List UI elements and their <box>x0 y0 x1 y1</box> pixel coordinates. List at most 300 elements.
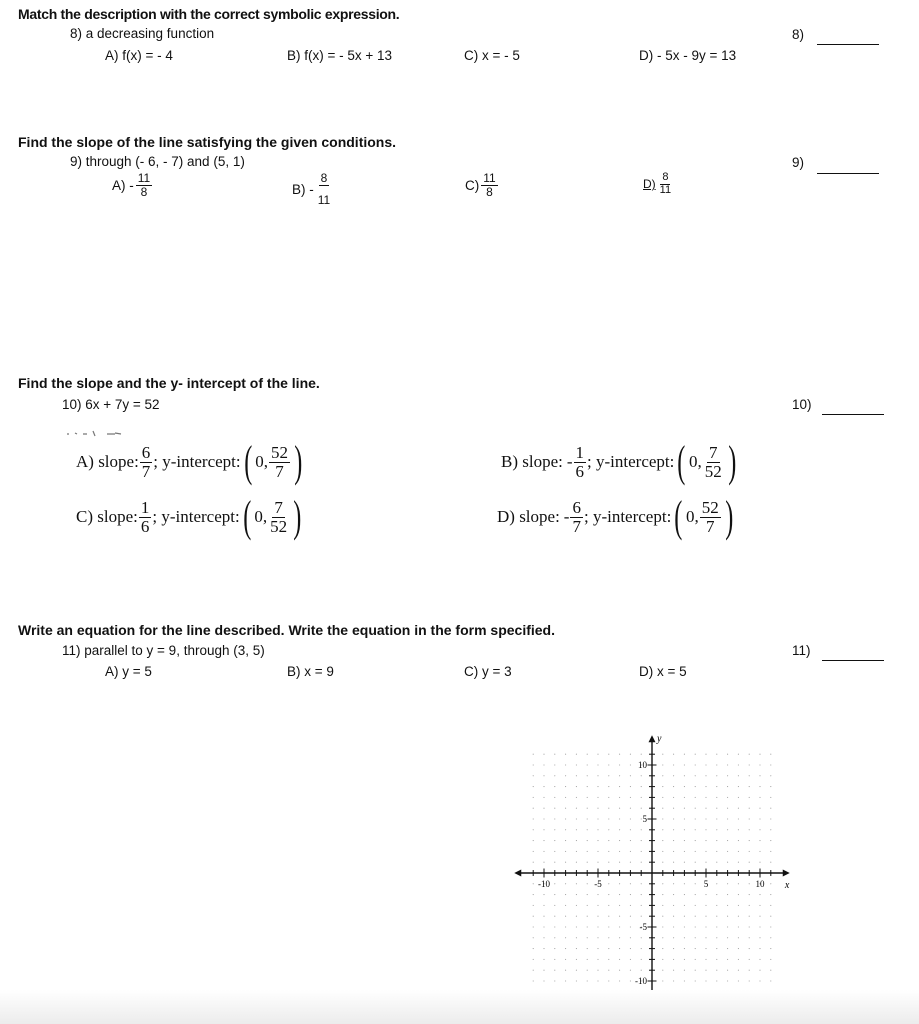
grid-dot <box>695 948 696 949</box>
q9-choice-c-num: 11 <box>483 171 496 185</box>
grid-dot <box>684 916 685 917</box>
grid-dot <box>749 916 750 917</box>
grid-dot <box>705 840 706 841</box>
grid-dot <box>543 754 544 755</box>
q10-choice-c-int-den: 52 <box>270 516 288 536</box>
grid-dot <box>738 829 739 830</box>
grid-dot <box>770 926 771 927</box>
grid-dot <box>597 862 598 863</box>
grid-dot <box>770 862 771 863</box>
q9-choice-b <box>292 172 334 206</box>
grid-dot <box>662 970 663 971</box>
q11-answer-blank[interactable] <box>822 660 884 661</box>
grid-dot <box>565 894 566 895</box>
grid-dot <box>554 905 555 906</box>
grid-dot <box>619 959 620 960</box>
grid-dot <box>608 818 609 819</box>
grid-dot <box>673 786 674 787</box>
x-tick-label: -10 <box>538 879 550 889</box>
grid-dot <box>727 926 728 927</box>
grid-dot <box>770 786 771 787</box>
grid-dot <box>533 970 534 971</box>
grid-dot <box>533 883 534 884</box>
y-tick-label: -5 <box>639 922 647 932</box>
grid-dot <box>759 980 760 981</box>
grid-dot <box>597 829 598 830</box>
grid-dot <box>749 829 750 830</box>
grid-dot <box>673 959 674 960</box>
grid-dot <box>684 948 685 949</box>
grid-dot <box>587 775 588 776</box>
grid-dot <box>662 926 663 927</box>
grid-dot <box>759 937 760 938</box>
grid-dot <box>727 829 728 830</box>
grid-dot <box>738 883 739 884</box>
q9-choice-b-num: 8 <box>320 171 328 185</box>
page-bottom-shadow <box>0 990 919 1024</box>
grid-dot <box>587 970 588 971</box>
grid-dot <box>543 959 544 960</box>
grid-dot <box>673 916 674 917</box>
q9-choice-b-den: 11 <box>317 192 331 207</box>
grid-dot <box>619 797 620 798</box>
grid-dot <box>705 808 706 809</box>
grid-dot <box>576 970 577 971</box>
grid-dot <box>641 851 642 852</box>
grid-dot <box>554 797 555 798</box>
grid-dot <box>576 937 577 938</box>
q8-heading: Match the description with the correct symbolic expression. <box>18 6 400 22</box>
grid-dot <box>608 905 609 906</box>
grid-dot <box>759 775 760 776</box>
grid-dot <box>554 840 555 841</box>
grid-dot <box>565 797 566 798</box>
grid-dot <box>770 851 771 852</box>
grid-dot <box>597 840 598 841</box>
grid-dot <box>716 948 717 949</box>
grid-dot <box>543 970 544 971</box>
grid-dot <box>749 764 750 765</box>
grid-dot <box>662 948 663 949</box>
q10-choice-a-int-den: 7 <box>275 461 284 481</box>
grid-dot <box>533 808 534 809</box>
grid-dot <box>738 916 739 917</box>
grid-dot <box>630 959 631 960</box>
grid-dot <box>608 754 609 755</box>
x-axis-arrow-right <box>783 870 790 877</box>
grid-dot <box>716 862 717 863</box>
grid-dot <box>587 818 588 819</box>
grid-dot <box>716 894 717 895</box>
grid-dot <box>641 829 642 830</box>
grid-dot <box>673 797 674 798</box>
q10-choice-a-pt: 0, <box>255 452 269 471</box>
q10-choice-d-slope <box>570 499 583 536</box>
grid-dot <box>749 959 750 960</box>
grid-dot <box>662 851 663 852</box>
grid-dot <box>749 851 750 852</box>
grid-dot <box>543 926 544 927</box>
grid-dot <box>576 980 577 981</box>
grid-dot <box>630 851 631 852</box>
grid-dot <box>770 764 771 765</box>
q10-choice-b-slope-num: 1 <box>575 442 585 462</box>
grid-dot <box>587 894 588 895</box>
x-tick-label: 5 <box>703 879 709 889</box>
grid-dot <box>543 797 544 798</box>
grid-dot <box>673 754 674 755</box>
grid-dot <box>727 905 728 906</box>
grid-dot <box>684 786 685 787</box>
grid-dot <box>533 764 534 765</box>
grid-dot <box>716 905 717 906</box>
grid-dot <box>565 959 566 960</box>
grid-dot <box>608 764 609 765</box>
grid-dot <box>749 948 750 949</box>
grid-dot <box>738 959 739 960</box>
grid-dot <box>705 862 706 863</box>
grid-dot <box>543 775 544 776</box>
coordinate-grid[interactable] <box>518 733 790 1002</box>
grid-dot <box>695 980 696 981</box>
q9-choice-c <box>465 172 500 198</box>
q10-choice-c-int-num: 7 <box>274 497 283 517</box>
grid-dot <box>749 883 750 884</box>
grid-dot <box>727 840 728 841</box>
grid-dot <box>662 862 663 863</box>
q10-choice-d-slope-den: 7 <box>572 516 581 536</box>
grid-dot <box>554 754 555 755</box>
y-tick-label: -10 <box>635 976 647 986</box>
grid-dot <box>597 959 598 960</box>
grid-dot <box>695 786 696 787</box>
grid-dot <box>543 764 544 765</box>
grid-dot <box>608 797 609 798</box>
grid-dot <box>576 764 577 765</box>
grid-dot <box>738 926 739 927</box>
q10-choice-b-slope-den: 6 <box>575 461 585 481</box>
q9-choice-a <box>112 172 154 198</box>
grid-dot <box>565 970 566 971</box>
grid-dot <box>684 894 685 895</box>
grid-dot <box>576 797 577 798</box>
q11-choice-d: D) x = 5 <box>639 664 687 679</box>
grid-dot <box>759 916 760 917</box>
q10-choice-b-int-num: 7 <box>709 442 718 462</box>
grid-dot <box>630 970 631 971</box>
right-paren: ) <box>728 437 737 486</box>
grid-dot <box>727 754 728 755</box>
left-paren: ( <box>242 492 252 541</box>
grid-dot <box>587 840 588 841</box>
grid-dot <box>673 808 674 809</box>
grid-dot <box>641 948 642 949</box>
q9-choice-d-num: 8 <box>662 171 669 183</box>
grid-dot <box>705 948 706 949</box>
grid-dot <box>576 905 577 906</box>
grid-dot <box>662 980 663 981</box>
grid-dot <box>630 764 631 765</box>
grid-dot <box>554 818 555 819</box>
q9-choice-b-label: B) - <box>292 181 314 197</box>
grid-dot <box>673 926 674 927</box>
q10-choice-c-intercept <box>268 499 289 536</box>
grid-dot <box>630 754 631 755</box>
q9-choice-b-fraction <box>316 172 332 206</box>
grid-dot <box>738 937 739 938</box>
q9-choice-d-fraction <box>658 172 673 196</box>
grid-dot <box>630 808 631 809</box>
grid-dot <box>716 829 717 830</box>
grid-dot <box>727 937 728 938</box>
grid-dot <box>630 937 631 938</box>
grid-dot <box>727 970 728 971</box>
grid-dot <box>727 883 728 884</box>
grid-dot <box>565 775 566 776</box>
q10-choice-d-slope-num: 6 <box>572 497 581 517</box>
grid-dot <box>662 775 663 776</box>
grid-dot <box>716 926 717 927</box>
grid-dot <box>565 916 566 917</box>
grid-dot <box>749 808 750 809</box>
right-paren: ) <box>725 492 734 541</box>
q8-prompt: 8) a decreasing function <box>70 26 215 41</box>
q9-answer-blank[interactable] <box>817 173 879 174</box>
grid-dot <box>608 894 609 895</box>
grid-dot <box>565 808 566 809</box>
q10-heading: Find the slope and the y- intercept of the line. <box>18 375 320 391</box>
q8-choice-b: B) f(x) = - 5x + 13 <box>287 48 393 63</box>
grid-dot <box>705 818 706 819</box>
grid-dot <box>565 937 566 938</box>
grid-dot <box>716 797 717 798</box>
grid-dot <box>533 851 534 852</box>
grid-dot <box>727 862 728 863</box>
grid-dot <box>727 808 728 809</box>
q10-choice-c-slope-num: 1 <box>140 497 150 517</box>
grid-dot <box>587 883 588 884</box>
grid-dot <box>554 883 555 884</box>
grid-dot <box>554 829 555 830</box>
grid-dot <box>662 959 663 960</box>
grid-dot <box>533 894 534 895</box>
grid-dot <box>684 926 685 927</box>
grid-dot <box>684 905 685 906</box>
q10-choice-d-sign: - <box>563 507 570 526</box>
grid-dot <box>565 764 566 765</box>
grid-dot <box>705 970 706 971</box>
grid-dot <box>770 916 771 917</box>
grid-dot <box>684 970 685 971</box>
grid-dot <box>597 948 598 949</box>
q11-choice-b: B) x = 9 <box>287 664 334 679</box>
grid-dot <box>716 808 717 809</box>
grid-dot <box>738 818 739 819</box>
grid-dot <box>662 883 663 884</box>
grid-dot <box>619 775 620 776</box>
grid-dot <box>673 937 674 938</box>
grid-dot <box>716 786 717 787</box>
grid-dot <box>533 937 534 938</box>
grid-dot <box>533 840 534 841</box>
grid-dot <box>641 916 642 917</box>
grid-dot <box>749 797 750 798</box>
grid-dot <box>565 754 566 755</box>
grid-dot <box>554 959 555 960</box>
grid-dot <box>533 926 534 927</box>
grid-dot <box>695 926 696 927</box>
grid-dot <box>608 959 609 960</box>
grid-dot <box>695 970 696 971</box>
grid-dot <box>727 916 728 917</box>
grid-dot <box>738 862 739 863</box>
grid-axes <box>514 735 790 1011</box>
grid-dot <box>641 905 642 906</box>
grid-dot <box>705 786 706 787</box>
grid-dot <box>630 786 631 787</box>
grid-dot <box>705 851 706 852</box>
grid-dot <box>705 894 706 895</box>
grid-dot <box>619 905 620 906</box>
y-tick-label: 5 <box>642 814 647 824</box>
grid-dot <box>662 916 663 917</box>
grid-dot <box>716 883 717 884</box>
grid-dot <box>619 764 620 765</box>
grid-dot <box>576 818 577 819</box>
q10-choice-b-sign: - <box>566 452 573 471</box>
q11-heading: Write an equation for the line described. Write the equation in the form specified. <box>18 622 555 638</box>
grid-dot <box>727 818 728 819</box>
grid-dot <box>770 959 771 960</box>
grid-dot <box>587 959 588 960</box>
y-axis-arrow-up <box>649 735 656 742</box>
grid-dot <box>565 818 566 819</box>
grid-dot <box>770 980 771 981</box>
grid-dot <box>533 786 534 787</box>
grid-dot <box>727 959 728 960</box>
grid-dot <box>727 775 728 776</box>
grid-dot <box>662 808 663 809</box>
grid-dot <box>543 905 544 906</box>
grid-dot <box>641 862 642 863</box>
grid-dot <box>554 980 555 981</box>
grid-dot <box>695 959 696 960</box>
q10-choice-c <box>76 492 305 541</box>
q10-choice-a-int-num: 52 <box>271 442 289 462</box>
grid-dot <box>738 851 739 852</box>
grid-dot <box>738 775 739 776</box>
grid-dot <box>576 894 577 895</box>
q10-choice-b-label: B) slope: <box>501 452 563 471</box>
grid-dot <box>619 970 620 971</box>
q10-choice-d-label: D) slope: <box>497 507 560 526</box>
grid-dot <box>597 786 598 787</box>
q8-answer-blank[interactable] <box>817 44 879 45</box>
grid-dot <box>587 916 588 917</box>
grid-dot <box>587 948 588 949</box>
grid-dot <box>673 970 674 971</box>
grid-dot <box>597 818 598 819</box>
grid-dot <box>587 808 588 809</box>
grid-dot <box>576 754 577 755</box>
grid-dot <box>619 808 620 809</box>
grid-dot <box>770 818 771 819</box>
x-axis-arrow-left <box>514 870 521 877</box>
grid-dot <box>770 775 771 776</box>
q9-choice-d-den: 11 <box>659 183 672 196</box>
grid-dot <box>630 829 631 830</box>
grid-dot <box>738 948 739 949</box>
grid-dot <box>749 980 750 981</box>
grid-dot <box>533 916 534 917</box>
grid-dot <box>759 818 760 819</box>
left-paren: ( <box>243 437 252 486</box>
grid-dot <box>749 905 750 906</box>
grid-dot <box>770 840 771 841</box>
grid-dot <box>749 894 750 895</box>
grid-dot <box>738 786 739 787</box>
grid-dot <box>662 894 663 895</box>
q10-choice-a-label: A) slope: <box>76 452 139 471</box>
grid-dot <box>597 764 598 765</box>
grid-dot <box>619 948 620 949</box>
grid-dot <box>727 948 728 949</box>
grid-dot <box>684 883 685 884</box>
grid-dot <box>630 840 631 841</box>
grid-dot <box>641 894 642 895</box>
q10-choice-b-int-den: 52 <box>704 461 722 481</box>
grid-dot <box>695 764 696 765</box>
grid-dot <box>684 959 685 960</box>
grid-dot <box>749 775 750 776</box>
grid-dot <box>587 926 588 927</box>
grid-dot <box>749 926 750 927</box>
grid-dot <box>597 926 598 927</box>
x-axis-label: x <box>784 880 790 891</box>
grid-dot <box>587 851 588 852</box>
grid-dot <box>533 829 534 830</box>
grid-dot <box>587 905 588 906</box>
grid-dot <box>705 980 706 981</box>
grid-dot <box>565 926 566 927</box>
grid-dot <box>684 851 685 852</box>
grid-dot <box>533 959 534 960</box>
grid-dot <box>738 894 739 895</box>
grid-dot <box>749 754 750 755</box>
grid-dot <box>630 948 631 949</box>
grid-dot <box>597 980 598 981</box>
grid-dot <box>641 786 642 787</box>
grid-dot <box>619 754 620 755</box>
grid-dot <box>716 916 717 917</box>
q10-answer-label: 10) <box>792 397 812 412</box>
q10-prompt: 10) 6x + 7y = 52 <box>62 397 160 412</box>
grid-dot <box>716 840 717 841</box>
grid-dot <box>662 764 663 765</box>
grid-dot <box>770 797 771 798</box>
grid-dot <box>543 894 544 895</box>
grid-dot <box>641 754 642 755</box>
grid-dot <box>641 775 642 776</box>
q10-answer-blank[interactable] <box>822 414 884 415</box>
q10-choice-b-slope <box>574 444 587 481</box>
grid-dot <box>673 840 674 841</box>
q10-choice-c-mid: ; y-intercept: <box>152 507 240 526</box>
q9-choice-a-label: A) - <box>112 177 134 193</box>
grid-dot <box>749 862 750 863</box>
grid-dot <box>684 980 685 981</box>
grid-dot <box>597 808 598 809</box>
